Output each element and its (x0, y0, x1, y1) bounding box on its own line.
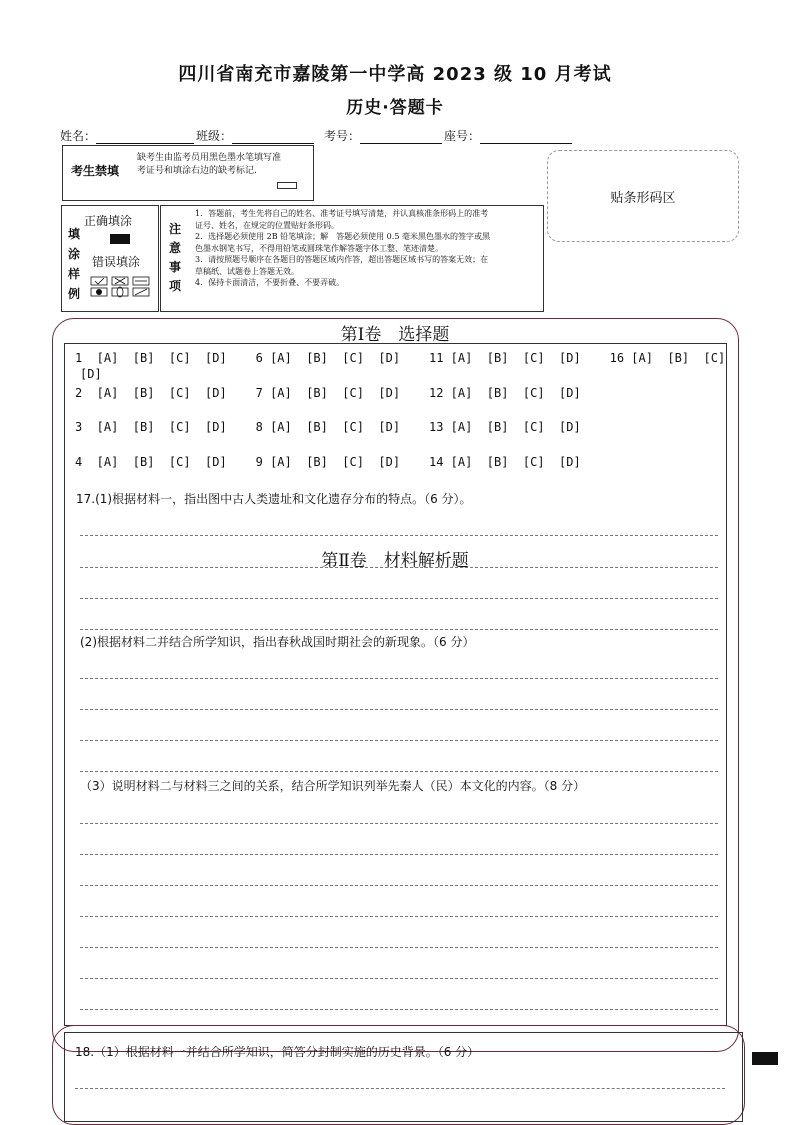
alignment-mark (752, 1052, 778, 1065)
question-18-1: 18.（1）根据材料一并结合所学知识，简答分封制实施的历史背景。（6 分） (75, 1045, 480, 1059)
answer-line[interactable] (80, 678, 718, 679)
notes-list (195, 208, 495, 289)
answer-line[interactable] (80, 854, 718, 855)
answer-line[interactable] (80, 947, 718, 948)
answer-line[interactable] (75, 1088, 725, 1089)
wrong-fill-samples (90, 276, 152, 298)
answer-area-frame (64, 343, 727, 1026)
mcq-row[interactable]: 1 [A] [B] [C] [D] 6 [A] [B] [C] [D] 11 [A] [B] [C] [D] 16 [A] [B] [C] (75, 351, 726, 365)
answer-line[interactable] (80, 535, 718, 536)
barcode-area (547, 150, 739, 242)
notes-side-label: 注意事项 (169, 222, 182, 293)
section1-title: 第Ⅰ卷 选择题 (340, 325, 450, 345)
mcq-row[interactable]: 3 [A] [B] [C] [D] 8 [A] [B] [C] [D] 13 [A] [B] [C] [D] (75, 420, 581, 434)
note-item: 2．选择题必须使用 2B 铅笔填涂；解 答题必须使用 0.5 毫米黑色墨水的签字或黑色墨水钢笔书写，不得用铅笔或圆珠笔作解答题字体工整、笔迹清楚。 (195, 232, 490, 253)
name-label: 姓名： (60, 129, 97, 143)
section2-title: 第Ⅱ卷 材料解析题 (321, 551, 469, 571)
name-field[interactable] (96, 130, 194, 144)
wrong-fill-icons (90, 276, 152, 298)
answer-line[interactable] (80, 771, 718, 772)
correct-fill-sample (110, 234, 130, 244)
barcode-label: 贴条形码区 (610, 191, 676, 206)
answer-line[interactable] (80, 885, 718, 886)
forbidden-label: 考生禁填 (71, 164, 120, 178)
question-17-3: （3）说明材料二与材料三之间的关系，结合所学知识列举先秦人（民）本文化的内容。（8 分） (80, 779, 586, 793)
notes-box (160, 205, 544, 312)
answer-line[interactable] (80, 567, 718, 568)
forbidden-text: 缺考生由监考员用黑色墨水笔填写准考证号和填涂右边的缺考标记. (137, 153, 282, 176)
question-17-2: (2)根据材料二并结合所学知识，指出春秋战国时期社会的新现象。（6 分） (80, 635, 475, 649)
note-item: 3．请按照题号顺序在各题目的答题区域内作答，超出答题区域书写的答案无效；在草稿纸、试题卷上答题无效。 (195, 255, 489, 276)
fill-sample-box (61, 205, 159, 312)
seat-field[interactable] (480, 130, 572, 144)
fill-sample-side-label: 填涂样例 (68, 227, 81, 301)
answer-line[interactable] (80, 629, 718, 630)
absent-mark-box[interactable] (277, 182, 297, 189)
class-label: 班级： (196, 129, 233, 143)
exam-no-field[interactable] (360, 130, 442, 144)
correct-fill-label: 正确填涂 (84, 214, 133, 228)
answer-line[interactable] (80, 916, 718, 917)
student-info-row (60, 127, 574, 144)
class-field[interactable] (232, 130, 314, 144)
exam-no-label: 考号： (324, 129, 361, 143)
answer-line[interactable] (80, 823, 718, 824)
mcq-row[interactable]: 2 [A] [B] [C] [D] 7 [A] [B] [C] [D] 12 [A] [B] [C] [D] (75, 386, 581, 400)
seat-label: 座号： (444, 129, 481, 143)
note-item: 1．答题前，考生先将自己的姓名、准考证号填写清楚，并认真核准条形码上的准考证号、姓名，在规定的位置贴好条形码。 (195, 209, 489, 230)
exam-title: 四川省南充市嘉陵第一中学高 2023 级 10 月考试 (178, 64, 612, 85)
exam-subtitle: 历史·答题卡 (346, 98, 444, 118)
mcq-row-wrap[interactable]: [D] (80, 367, 102, 381)
note-item: 4．保持卡面清洁，不要折叠、不要弄破。 (195, 278, 345, 287)
answer-line[interactable] (80, 978, 718, 979)
answer-line[interactable] (80, 1009, 718, 1010)
mcq-row[interactable]: 4 [A] [B] [C] [D] 9 [A] [B] [C] [D] 14 [A] [B] [C] [D] (75, 455, 581, 469)
wrong-fill-label: 错误填涂 (92, 255, 141, 269)
answer-line[interactable] (80, 598, 718, 599)
answer-line[interactable] (80, 740, 718, 741)
question-17-1: 17.(1)根据材料一，指出图中古人类遗址和文化遗存分布的特点。（6 分）。 (76, 492, 472, 506)
forbidden-box (62, 145, 314, 201)
answer-line[interactable] (80, 709, 718, 710)
